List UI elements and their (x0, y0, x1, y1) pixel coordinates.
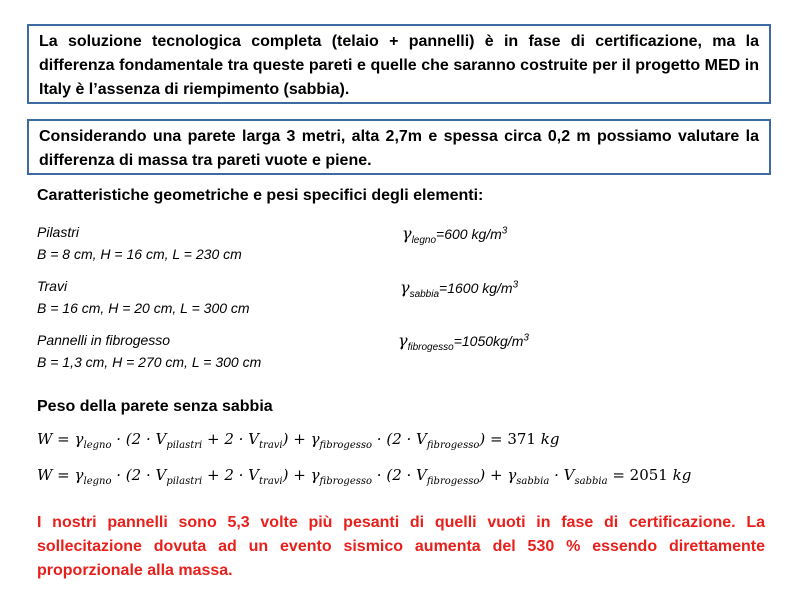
item-dims: B = 16 cm, H = 20 cm, L = 300 cm (37, 300, 250, 316)
intro-text-box (27, 24, 771, 104)
weight-equation-full: $W = \gamma_{legno} \cdot (2 \cdot V_{pilastri} + 2 \cdot V_{travi}) + \gamma_{fibrogesso} \cdot (2 \cdot V_{fibrogesso}) + \gamma_{sabbia} \cdot V_{sabbia} = 2051$ kg (37, 466, 692, 487)
item-dims: B = 1,3 cm, H = 270 cm, L = 300 cm (37, 354, 262, 370)
gamma-legno: $\gamma_{legno}=600$ $kg/m^3$ (402, 224, 508, 246)
item-travi (37, 275, 250, 319)
item-pilastri (37, 221, 242, 265)
item-name: Pannelli in fibrogesso (37, 332, 171, 348)
weight-heading: Peso della parete senza sabbia (37, 398, 273, 415)
geometry-heading: Caratteristiche geometriche e pesi specifici degli elementi: (37, 187, 484, 204)
wall-description-box (27, 119, 771, 175)
intro-text: La soluzione tecnologica completa (telaio + pannelli) è in fase di certificazione, ma la differenza fondamentale tra queste pareti e quelle che saranno costruite per il progetto MED in Italy è l’assenza di riempimento (sabbia). (39, 33, 759, 98)
equation-result: 2051 (629, 466, 668, 484)
equation-result: 371 (507, 430, 536, 448)
weight-equation-empty: $W = \gamma_{legno} \cdot (2 \cdot V_{pilastri} + 2 \cdot V_{travi}) + \gamma_{fibrogesso} \cdot (2 \cdot V_{fibrogesso}) = 371$ kg (37, 430, 560, 451)
wall-description-text: Considerando una parete larga 3 metri, alta 2,7m e spessa circa 0,2 m possiamo valutare la differenza di massa tra pareti vuote e piene. (39, 128, 759, 169)
item-name: Travi (37, 278, 68, 294)
conclusion-text: I nostri pannelli sono 5,3 volte più pesanti di quelli vuoti in fase di certificazione. La sollecitazione dovuta ad un evento sismico aumenta del 530 % essendo direttamente proporzionale alla massa. (37, 514, 765, 579)
item-name: Pilastri (37, 224, 80, 240)
gamma-sabbia: $\gamma_{sabbia}=1600$ $kg/m^3$ (400, 278, 519, 300)
gamma-fibrogesso: $\gamma_{fibrogesso}=1050kg/m^3$ (398, 331, 529, 353)
item-pannelli (37, 329, 261, 373)
item-dims: B = 8 cm, H = 16 cm, L = 230 cm (37, 246, 242, 262)
